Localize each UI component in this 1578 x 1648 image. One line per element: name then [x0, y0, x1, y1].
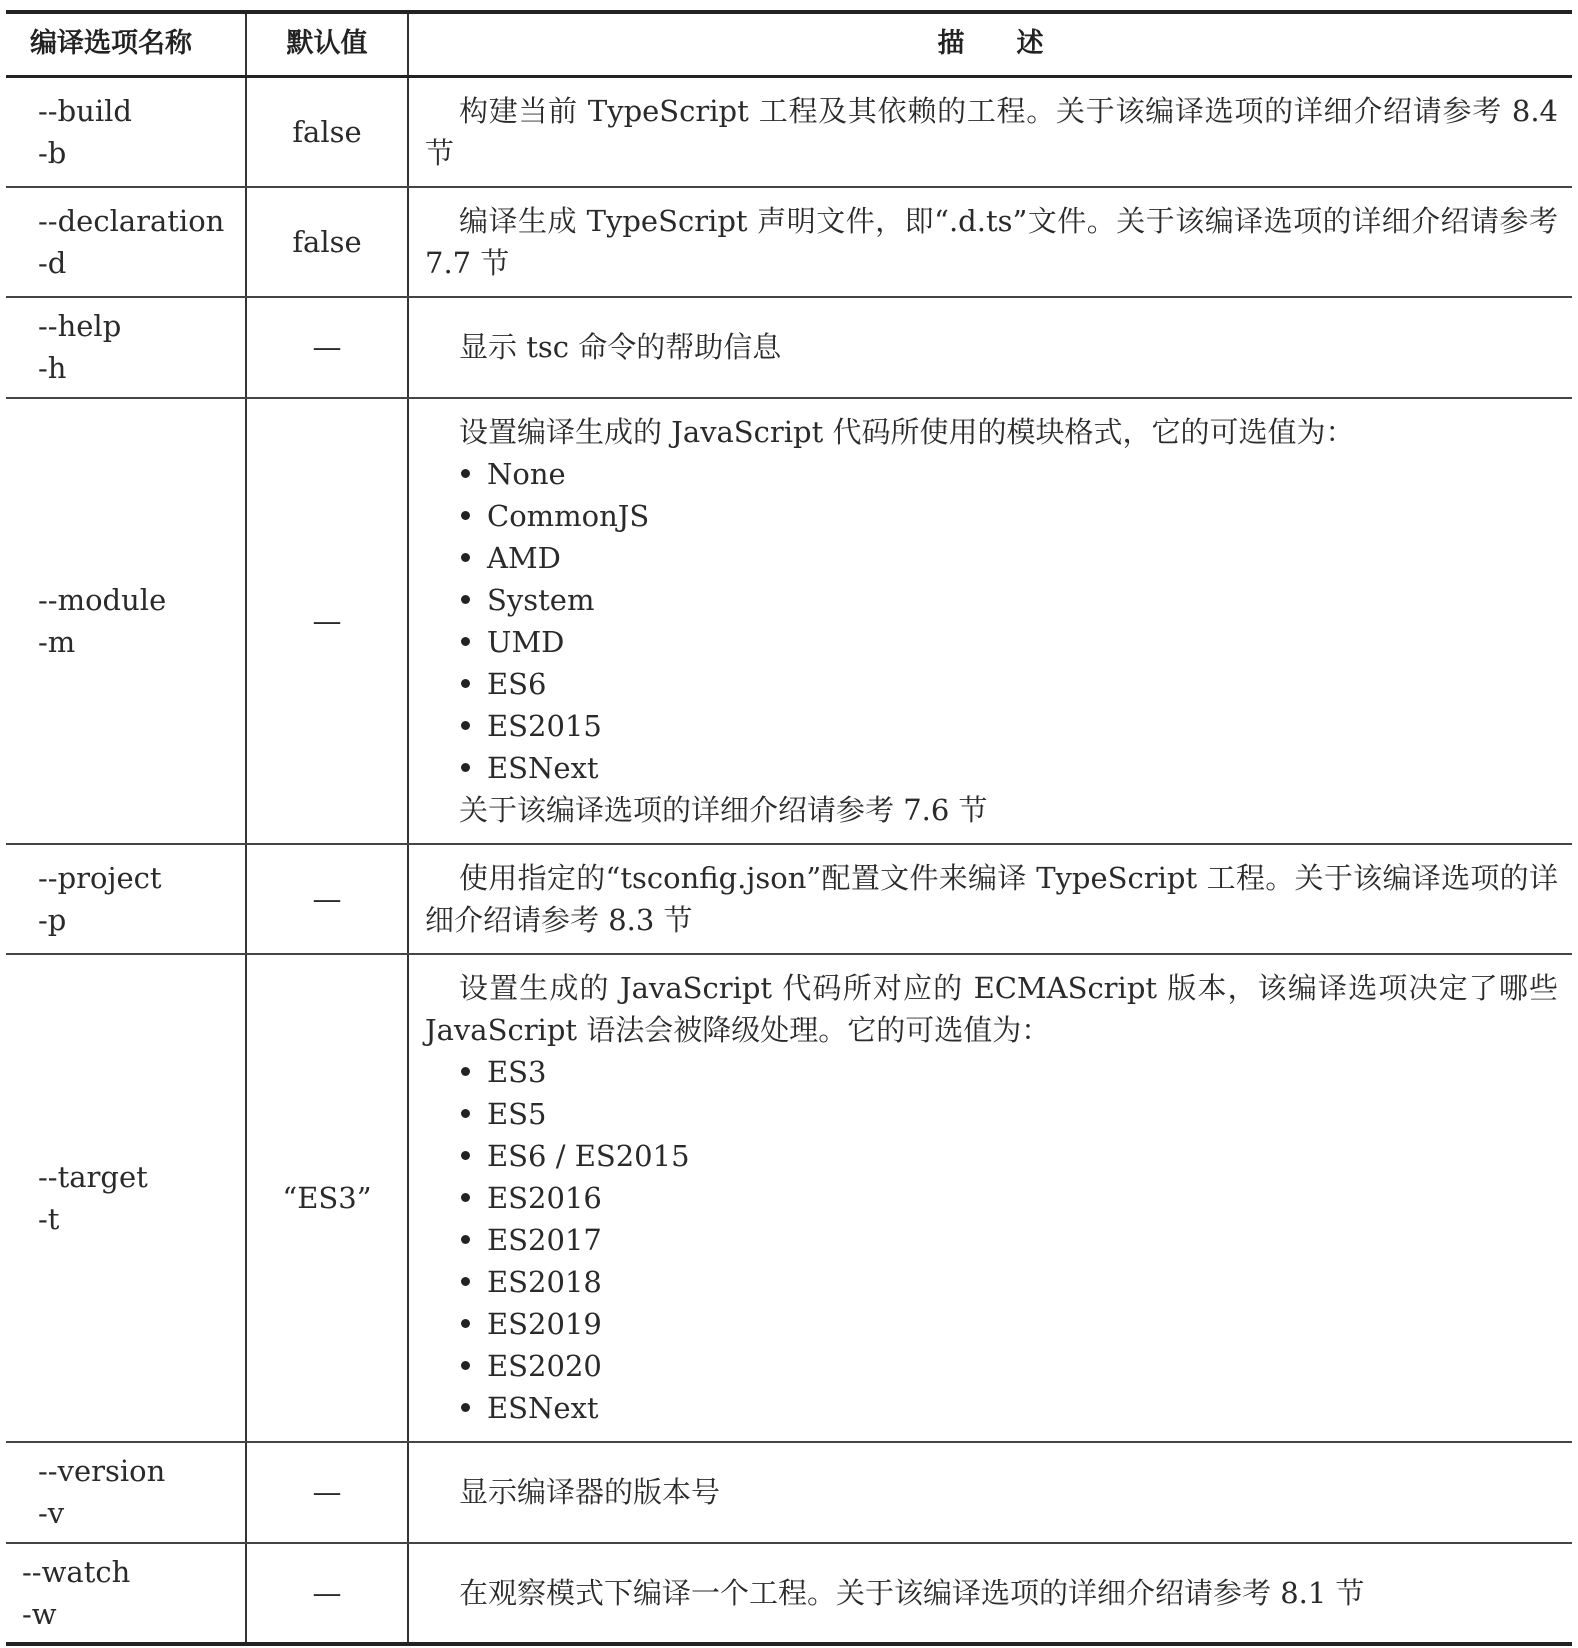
default-value-cell: —: [246, 1442, 408, 1543]
option-long-name: --module: [38, 582, 167, 617]
list-item: ES6: [459, 663, 1558, 705]
list-item: ES5: [459, 1093, 1558, 1135]
description-cell: [408, 187, 1572, 297]
list-item: ES2017: [459, 1219, 1558, 1261]
description-text: 编译生成 TypeScript 声明文件，即“.d.ts”文件。关于该编译选项的详细介绍请参考 7.7 节: [425, 203, 1558, 280]
option-short-name: -m: [38, 624, 76, 659]
target-values-list: [425, 1051, 1558, 1429]
list-item: System: [459, 579, 1558, 621]
option-name-cell: [6, 844, 246, 954]
header-description: 描述: [408, 12, 1572, 76]
description-outro: 关于该编译选项的详细介绍请参考 7.6 节: [459, 792, 988, 827]
option-name-cell: [6, 1442, 246, 1543]
default-value-cell: —: [246, 297, 408, 398]
description-cell: [408, 76, 1572, 187]
description-text: 显示编译器的版本号: [459, 1475, 721, 1509]
list-item: ES6 / ES2015: [459, 1135, 1558, 1177]
option-short-name: -t: [38, 1201, 60, 1236]
list-item: ES2018: [459, 1261, 1558, 1303]
option-long-name: --watch: [22, 1554, 131, 1589]
module-values-list: [425, 453, 1558, 789]
option-name-cell: [6, 398, 246, 844]
option-long-name: --build: [38, 93, 132, 128]
option-short-name: -d: [38, 245, 67, 280]
description-text: 显示 tsc 命令的帮助信息: [459, 330, 782, 364]
list-item: ESNext: [459, 1387, 1558, 1429]
list-item: UMD: [459, 621, 1558, 663]
list-item: None: [459, 453, 1558, 495]
header-option-name: 编译选项名称: [6, 12, 246, 76]
list-item: ES3: [459, 1051, 1558, 1093]
list-item: ES2020: [459, 1345, 1558, 1387]
list-item: CommonJS: [459, 495, 1558, 537]
table-row-version: [6, 1442, 1572, 1543]
option-name-cell: [6, 1543, 246, 1644]
option-long-name: --target: [38, 1159, 148, 1194]
default-value-cell: —: [246, 1543, 408, 1644]
table-row-declaration: [6, 187, 1572, 297]
description-cell: [408, 954, 1572, 1442]
option-name-cell: [6, 187, 246, 297]
list-item: ES2016: [459, 1177, 1558, 1219]
option-short-name: -p: [38, 902, 67, 937]
description-cell: [408, 1442, 1572, 1543]
option-long-name: --version: [38, 1454, 166, 1488]
default-value-cell: “ES3”: [246, 954, 408, 1442]
description-cell: [408, 398, 1572, 844]
table-row-watch: [6, 1543, 1572, 1644]
option-long-name: --project: [38, 860, 162, 895]
table-header-row: [6, 12, 1572, 76]
option-name-cell: [6, 954, 246, 1442]
option-short-name: -v: [38, 1496, 65, 1530]
default-value-cell: false: [246, 76, 408, 187]
table-row-module: [6, 398, 1572, 844]
default-value-cell: false: [246, 187, 408, 297]
description-cell: [408, 1543, 1572, 1644]
description-text: 构建当前 TypeScript 工程及其依赖的工程。关于该编译选项的详细介绍请参考 8.4 节: [425, 93, 1558, 170]
description-text: 使用指定的“tsconfig.json”配置文件来编译 TypeScript 工程。关于该编译选项的详细介绍请参考 8.3 节: [425, 860, 1558, 937]
table-row-help: [6, 297, 1572, 398]
list-item: ES2015: [459, 705, 1558, 747]
table-row-project: [6, 844, 1572, 954]
description-cell: [408, 844, 1572, 954]
list-item: AMD: [459, 537, 1558, 579]
compiler-options-table: [6, 10, 1572, 1646]
description-text: 在观察模式下编译一个工程。关于该编译选项的详细介绍请参考 8.1 节: [459, 1575, 1365, 1610]
option-short-name: -b: [38, 135, 67, 170]
option-short-name: -h: [38, 351, 67, 385]
option-name-cell: [6, 297, 246, 398]
table-row-target: [6, 954, 1572, 1442]
list-item: ES2019: [459, 1303, 1558, 1345]
option-long-name: --declaration: [38, 203, 225, 238]
default-value-cell: —: [246, 398, 408, 844]
description-intro: 设置生成的 JavaScript 代码所对应的 ECMAScript 版本，该编译选项决定了哪些 JavaScript 语法会被降级处理。它的可选值为：: [425, 970, 1558, 1047]
option-short-name: -w: [22, 1596, 57, 1631]
list-item: ESNext: [459, 747, 1558, 789]
option-name-cell: [6, 76, 246, 187]
header-default-value: 默认值: [246, 12, 408, 76]
option-long-name: --help: [38, 309, 122, 343]
description-cell: [408, 297, 1572, 398]
default-value-cell: —: [246, 844, 408, 954]
description-intro: 设置编译生成的 JavaScript 代码所使用的模块格式，它的可选值为：: [459, 414, 1355, 449]
table-row-build: [6, 76, 1572, 187]
